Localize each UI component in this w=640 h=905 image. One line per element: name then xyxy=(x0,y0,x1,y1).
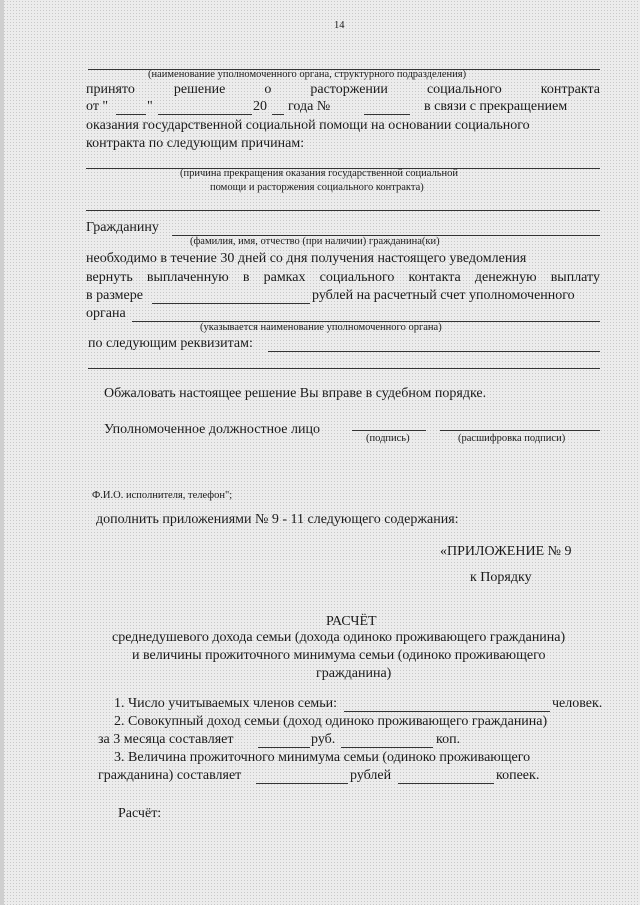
item-2-kop-blank xyxy=(341,747,433,748)
calc-title: РАСЧЁТ xyxy=(326,614,377,629)
organ-label: органа xyxy=(86,306,126,321)
organ-caption: (указывается наименование уполномоченного органа) xyxy=(200,322,442,333)
item-3-label: гражданина) составляет xyxy=(98,768,242,783)
year-prefix: 20 xyxy=(253,99,267,114)
executor-line: Ф.И.О. исполнителя, телефон"; xyxy=(92,490,233,501)
return-line: вернуть выплаченную в рамках социального контакта денежную выплату xyxy=(86,270,600,285)
item-1-unit: человек. xyxy=(552,696,603,711)
reason-caption-1: (причина прекращения оказания государственной социальной xyxy=(180,168,458,179)
calc-label: Расчёт: xyxy=(118,806,162,821)
calc-subtitle-3: гражданина) xyxy=(316,666,392,681)
page-number: 14 xyxy=(334,20,345,31)
citizen-caption: (фамилия, имя, отчество (при наличии) гражданина(ки) xyxy=(190,236,440,247)
details-line-2 xyxy=(88,368,600,369)
supplement-text: дополнить приложениями № 9 - 11 следующего содержания: xyxy=(96,512,459,527)
decode-caption: (расшифровка подписи) xyxy=(458,433,566,444)
text-line-3: оказания государственной социальной помощи на основании социального xyxy=(86,118,530,133)
month-blank xyxy=(158,114,252,115)
org-caption: (наименование уполномоченного органа, структурного подразделения) xyxy=(148,69,467,80)
reason-line-2 xyxy=(86,210,600,211)
appendix-sub: к Порядку xyxy=(470,570,532,585)
item-1-label: 1. Число учитываемых членов семьи: xyxy=(114,696,338,711)
item-2-rub-blank xyxy=(258,747,310,748)
amount-tail: рублей на расчетный счет уполномоченного xyxy=(312,288,575,303)
item-2-line-1: 2. Совокупный доход семьи (доход одиноко проживающего гражданина) xyxy=(114,714,548,729)
item-2-label: за 3 месяца составляет xyxy=(98,732,234,747)
amount-blank xyxy=(152,303,310,304)
item-1-blank xyxy=(344,711,550,712)
details-label: по следующим реквизитам: xyxy=(88,336,253,351)
item-3-rub-blank xyxy=(256,783,348,784)
amount-label: в размере xyxy=(86,288,143,303)
calc-subtitle-2: и величины прожиточного минимума семьи (одиноко проживающего xyxy=(132,648,546,663)
number-blank xyxy=(364,114,410,115)
item-3-rub: рублей xyxy=(350,768,392,783)
reason-caption-2: помощи и расторжения социального контракта) xyxy=(210,182,424,193)
item-3-line-1: 3. Величина прожиточного минимума семьи (одиноко проживающего xyxy=(114,750,531,765)
calc-subtitle-1: среднедушевого дохода семьи (дохода одиноко проживающего гражданина) xyxy=(112,630,566,645)
decode-line xyxy=(440,430,600,431)
number-label: года № xyxy=(288,99,331,114)
appendix-title: «ПРИЛОЖЕНИЕ № 9 xyxy=(440,544,572,559)
item-2-rub: руб. xyxy=(311,732,336,747)
item-2-kop: коп. xyxy=(436,732,461,747)
signature-line xyxy=(352,430,426,431)
text-need: необходимо в течение 30 дней со дня получения настоящего уведомления xyxy=(86,251,527,266)
text-line-4: контракта по следующим причинам: xyxy=(86,136,305,151)
date-open: от " xyxy=(86,99,109,114)
details-line xyxy=(268,351,600,352)
date-close: " xyxy=(147,99,153,114)
item-3-kop: копеек. xyxy=(496,768,540,783)
sign-caption: (подпись) xyxy=(366,433,410,444)
year-blank xyxy=(272,114,284,115)
appeal-text: Обжаловать настоящее решение Вы вправе в судебном порядке. xyxy=(104,386,487,401)
citizen-label: Гражданину xyxy=(86,220,159,235)
scan-edge xyxy=(0,0,4,905)
decision-line: принято решение о расторжении социального контракта xyxy=(86,82,600,97)
day-blank xyxy=(116,114,146,115)
item-3-kop-blank xyxy=(398,783,494,784)
reason-phrase: в связи с прекращением xyxy=(424,99,568,114)
official-label: Уполномоченное должностное лицо xyxy=(104,422,320,437)
